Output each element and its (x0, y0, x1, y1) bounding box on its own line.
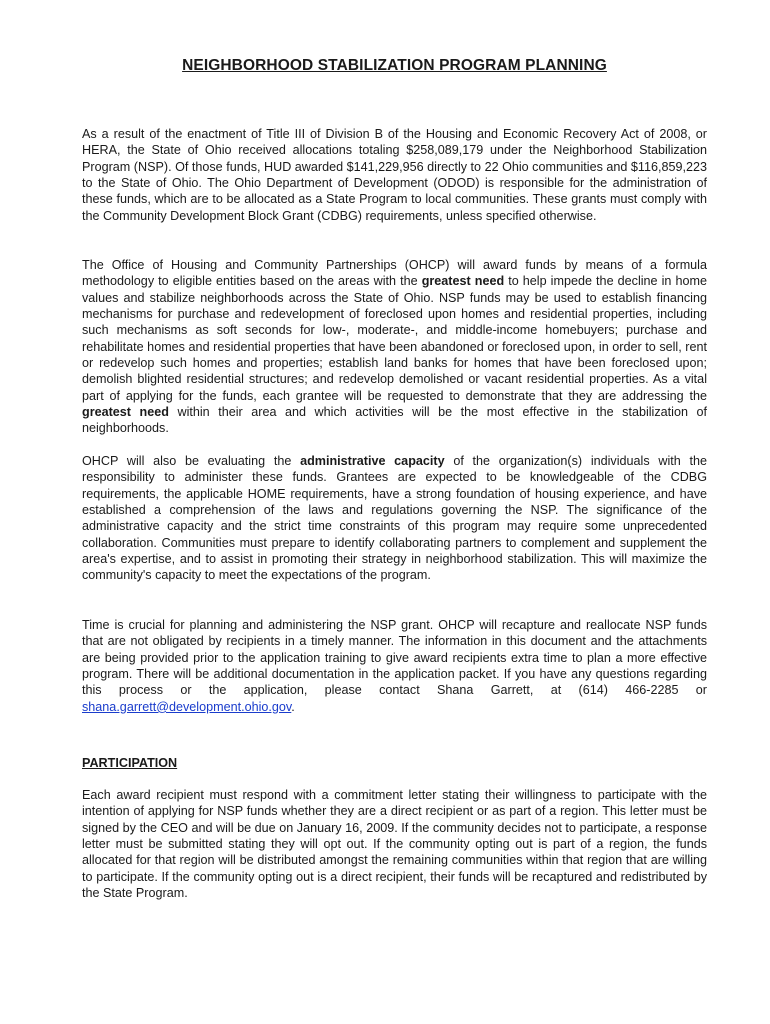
admin-capacity-paragraph (82, 453, 707, 584)
participation-paragraph: Each award recipient must respond with a commitment letter stating their willingness to participate with the intention of applying for NSP funds whether they are a direct recipient or as part of a region. This letter must be signed by the CEO and will be due on January 16, 2009. If the community decides not to participate, a response letter must be submitted stating they will opt out. If the community opting out is part of a region, the funds allocated for that region will be distributed amongst the remaining communities within that region that are willing to participate. If the community opting out is a direct recipient, their funds will be recaptured and redistributed by the State Program. (82, 788, 707, 901)
time-crucial-paragraph (82, 617, 707, 715)
time-crucial-text-2: . (291, 699, 295, 714)
greatest-need-emphasis: greatest need (421, 274, 505, 289)
page-title: NEIGHBORHOOD STABILIZATION PROGRAM PLANNING (182, 57, 607, 74)
ohcp-award-text-3: within their area and which activities will be the most effective in the stabilization of neighborhoods. (82, 405, 707, 436)
time-crucial-text-1: Time is crucial for planning and administering the NSP grant. OHCP will recapture and reallocate NSP funds that are not obligated by recipients in a timely manner. The information in this document and the attachments are being provided prior to the application training to give award recipients extra time to plan a more effective program. There will be additional documentation in the application packet. If you have any questions regarding this process or the application, please contact Shana Garrett, at (614) 466-2285 or (82, 618, 707, 698)
intro-paragraph: As a result of the enactment of Title III of Division B of the Housing and Economic Recovery Act of 2008, or HERA, the State of Ohio received allocations totaling $258,089,179 under the Neighborhood Stabilization Program (NSP). Of those funds, HUD awarded $141,229,956 directly to 22 Ohio communities and $116,859,223 to the State of Ohio. The Ohio Department of Development (ODOD) is responsible for the administration of these funds, which are to be allocated as a State Program to local communities. These grants must comply with the Community Development Block Grant (CDBG) requirements, unless specified otherwise. (82, 127, 707, 223)
ohcp-award-text-2: to help impede the decline in home values and stabilize neighborhoods across the State of Ohio. NSP funds may be used to establish financing mechanisms for purchase and redevelopment of foreclosed upon homes and residential properties, including such mechanisms as soft seconds for low-, moderate-, and middle-income homebuyers; purchase and rehabilitate homes and residential properties that have been abandoned or foreclosed upon, in order to sell, rent or redevelop such homes and properties; establish land banks for homes that have been foreclosed upon; demolish blighted residential structures; and redevelop demolished or vacant residential properties. As a vital part of applying for the funds, each grantee will be requested to demonstrate that they are addressing the (82, 274, 707, 403)
ohcp-award-paragraph (82, 257, 707, 437)
admin-capacity-emphasis: administrative capacity (300, 454, 445, 468)
contact-email-link[interactable]: shana.garrett@development.ohio.gov (82, 699, 292, 714)
participation-heading: PARTICIPATION (82, 756, 178, 770)
ohcp-award-text-1: The Office of Housing and Community Partnerships (OHCP) will award funds by means of a formula methodology to eligible entities based on the areas with the (82, 258, 707, 289)
admin-capacity-text-2: of the organization(s) individuals with the responsibility to administer these funds. Grantees are expected to be knowledgeable of the CDBG requirements, the applicable HOME requirements, have a strong foundation of housing experience, and have established a comprehension of the laws and regulations governing the NSP. The significance of the administrative capacity and the strict time constraints of this program may require some unprecedented collaboration. Communities must prepare to identify collaborating partners to complement and supplement the area's expertise, and to assist in promoting their strategy in neighborhood stabilization. This will maximize the community's capacity to meet the expectations of the program. (82, 454, 707, 583)
greatest-need-emphasis-2: greatest need (82, 405, 169, 420)
admin-capacity-text-1: OHCP will also be evaluating the (82, 454, 301, 468)
